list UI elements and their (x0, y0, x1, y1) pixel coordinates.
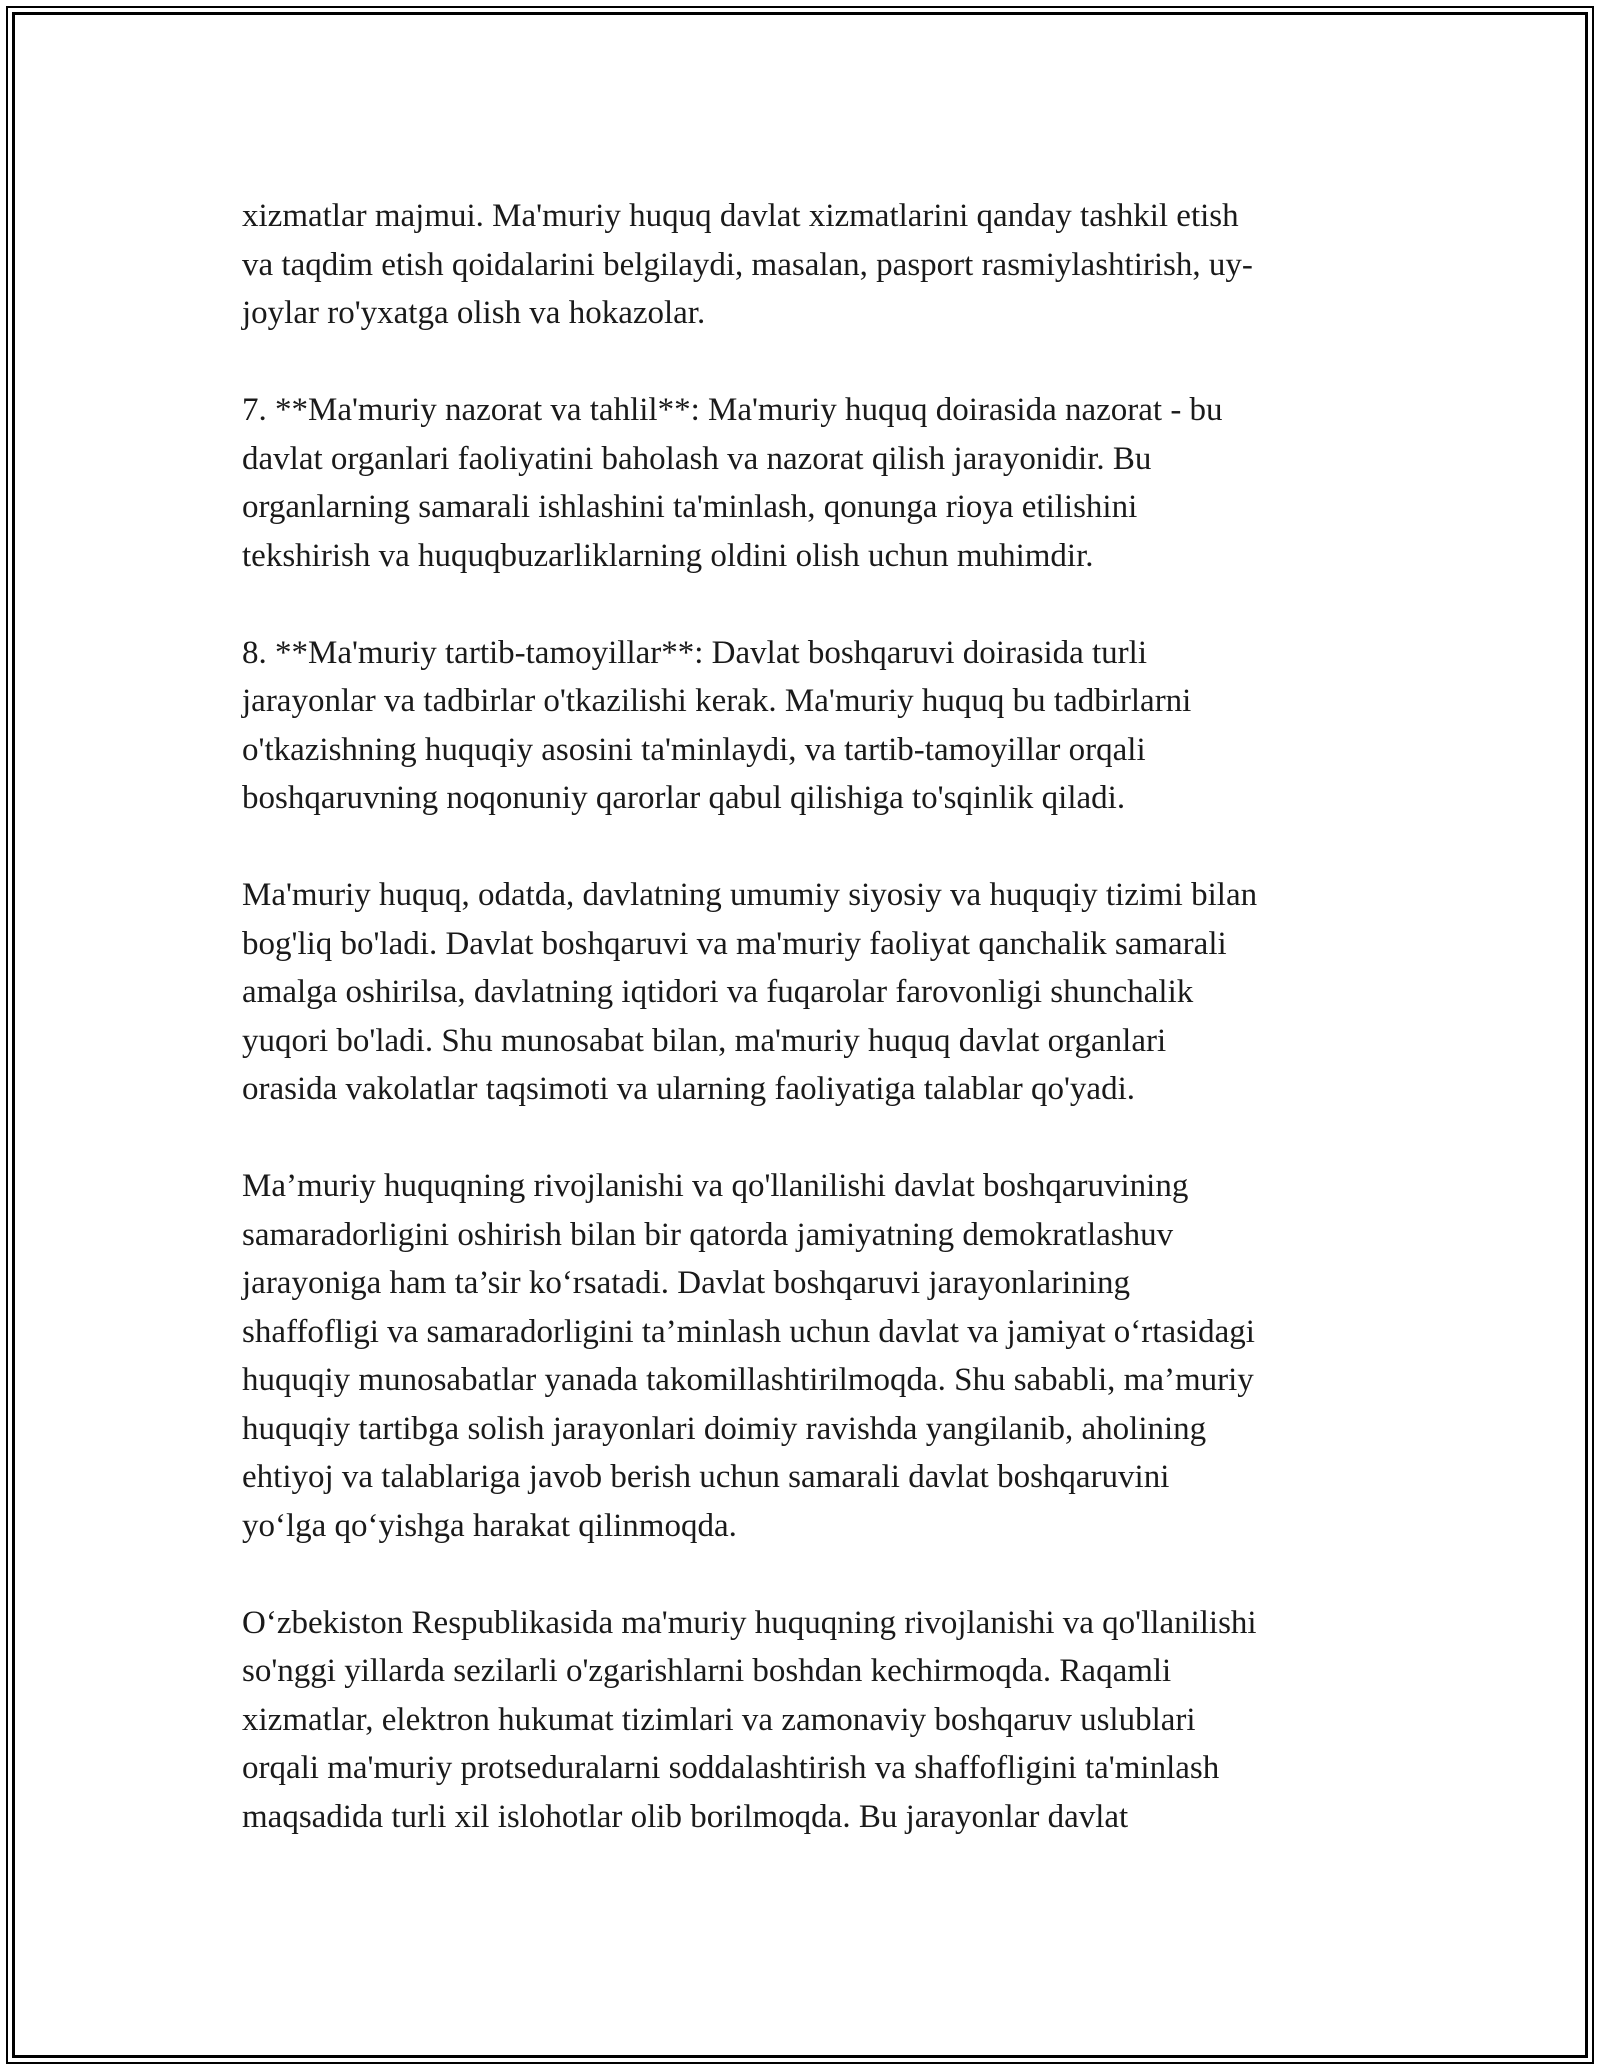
text-line: boshqaruvning noqonuniy qarorlar qabul qilishiga to'sqinlik qiladi. (242, 780, 1126, 816)
page-border-inner (12, 12, 1588, 2058)
text-line: shaffofligi va samaradorligini ta’minlash uchun davlat va jamiyat o‘rtasidagi (242, 1313, 1255, 1350)
text-line: Ma’muriy huquqning rivojlanishi va qo'llanilishi davlat boshqaruvining (242, 1168, 1189, 1204)
text-line: O‘zbekiston Respublikasida ma'muriy huquqning rivojlanishi va qo'llanilishi (242, 1604, 1257, 1641)
text-line: huquqiy munosabatlar yanada takomillashtirilmoqda. Shu sababli, ma’muriy (242, 1362, 1254, 1398)
text-line: so'nggi yillarda sezilarli o'zgarishlarni boshdan kechirmoqda. Raqamli (242, 1653, 1172, 1689)
text-line: jarayoniga ham ta’sir ko‘rsatadi. Davlat boshqaruvi jarayonlarining (242, 1265, 1130, 1301)
page-border (6, 6, 1594, 2064)
text-line: yuqori bo'ladi. Shu munosabat bilan, ma'muriy huquq davlat organlari (242, 1022, 1167, 1059)
text-line: organlarning samarali ishlashini ta'minlash, qonunga rioya etilishini (242, 489, 1138, 525)
document-body (242, 192, 1392, 1890)
text-line: amalga oshirilsa, davlatning iqtidori va fuqarolar farovonligi shunchalik (242, 974, 1194, 1010)
text-line: maqsadida turli xil islohotlar olib borilmoqda. Bu jarayonlar davlat (242, 1798, 1129, 1835)
text-line: huquqiy tartibga solish jarayonlari doimiy ravishda yangilanib, aholining (242, 1410, 1207, 1447)
text-line: ehtiyoj va talablariga javob berish uchun samarali davlat boshqaruvini (242, 1459, 1170, 1495)
text-line: Ma'muriy huquq, odatda, davlatning umumiy siyosiy va huquqiy tizimi bilan (242, 877, 1258, 913)
text-line: yo‘lga qo‘yishga harakat qilinmoqda. (242, 1507, 737, 1544)
paragraph-general-system (242, 871, 1392, 1114)
text-line: o'tkazishning huquqiy asosini ta'minlaydi, va tartib-tamoyillar orqali (242, 731, 1146, 768)
paragraph-item-7 (242, 386, 1392, 580)
text-line: samaradorligini oshirish bilan bir qatorda jamiyatning demokratlashuv (242, 1216, 1174, 1253)
text-line: davlat organlari faoliyatini baholash va nazorat qilish jarayonidir. Bu (242, 440, 1152, 477)
text-line: orqali ma'muriy protseduralarni soddalashtirish va shaffofligini ta'minlash (242, 1750, 1220, 1786)
text-line: jarayonlar va tadbirlar o'tkazilishi kerak. Ma'muriy huquq bu tadbirlarni (242, 683, 1192, 719)
paragraph-services-continued (242, 192, 1392, 338)
text-line: va taqdim etish qoidalarini belgilaydi, masalan, pasport rasmiylashtirish, uy- (242, 246, 1253, 283)
text-line: bog'liq bo'ladi. Davlat boshqaruvi va ma'muriy faoliyat qanchalik samarali (242, 925, 1227, 962)
text-line: joylar ro'yxatga olish va hokazolar. (242, 295, 706, 331)
paragraph-uzbekistan (242, 1599, 1392, 1842)
text-line: xizmatlar majmui. Ma'muriy huquq davlat xizmatlarini qanday tashkil etish (242, 198, 1239, 234)
text-line: 8. **Ma'muriy tartib-tamoyillar**: Davlat boshqaruvi doirasida turli (242, 634, 1148, 671)
text-line: xizmatlar, elektron hukumat tizimlari va zamonaviy boshqaruv uslublari (242, 1701, 1196, 1738)
text-line: 7. **Ma'muriy nazorat va tahlil**: Ma'muriy huquq doirasida nazorat - bu (242, 392, 1223, 428)
paragraph-development (242, 1162, 1392, 1550)
text-line: tekshirish va huquqbuzarliklarning oldini olish uchun muhimdir. (242, 537, 1094, 574)
text-line: orasida vakolatlar taqsimoti va ularning faoliyatiga talablar qo'yadi. (242, 1071, 1135, 1107)
paragraph-item-8 (242, 629, 1392, 823)
